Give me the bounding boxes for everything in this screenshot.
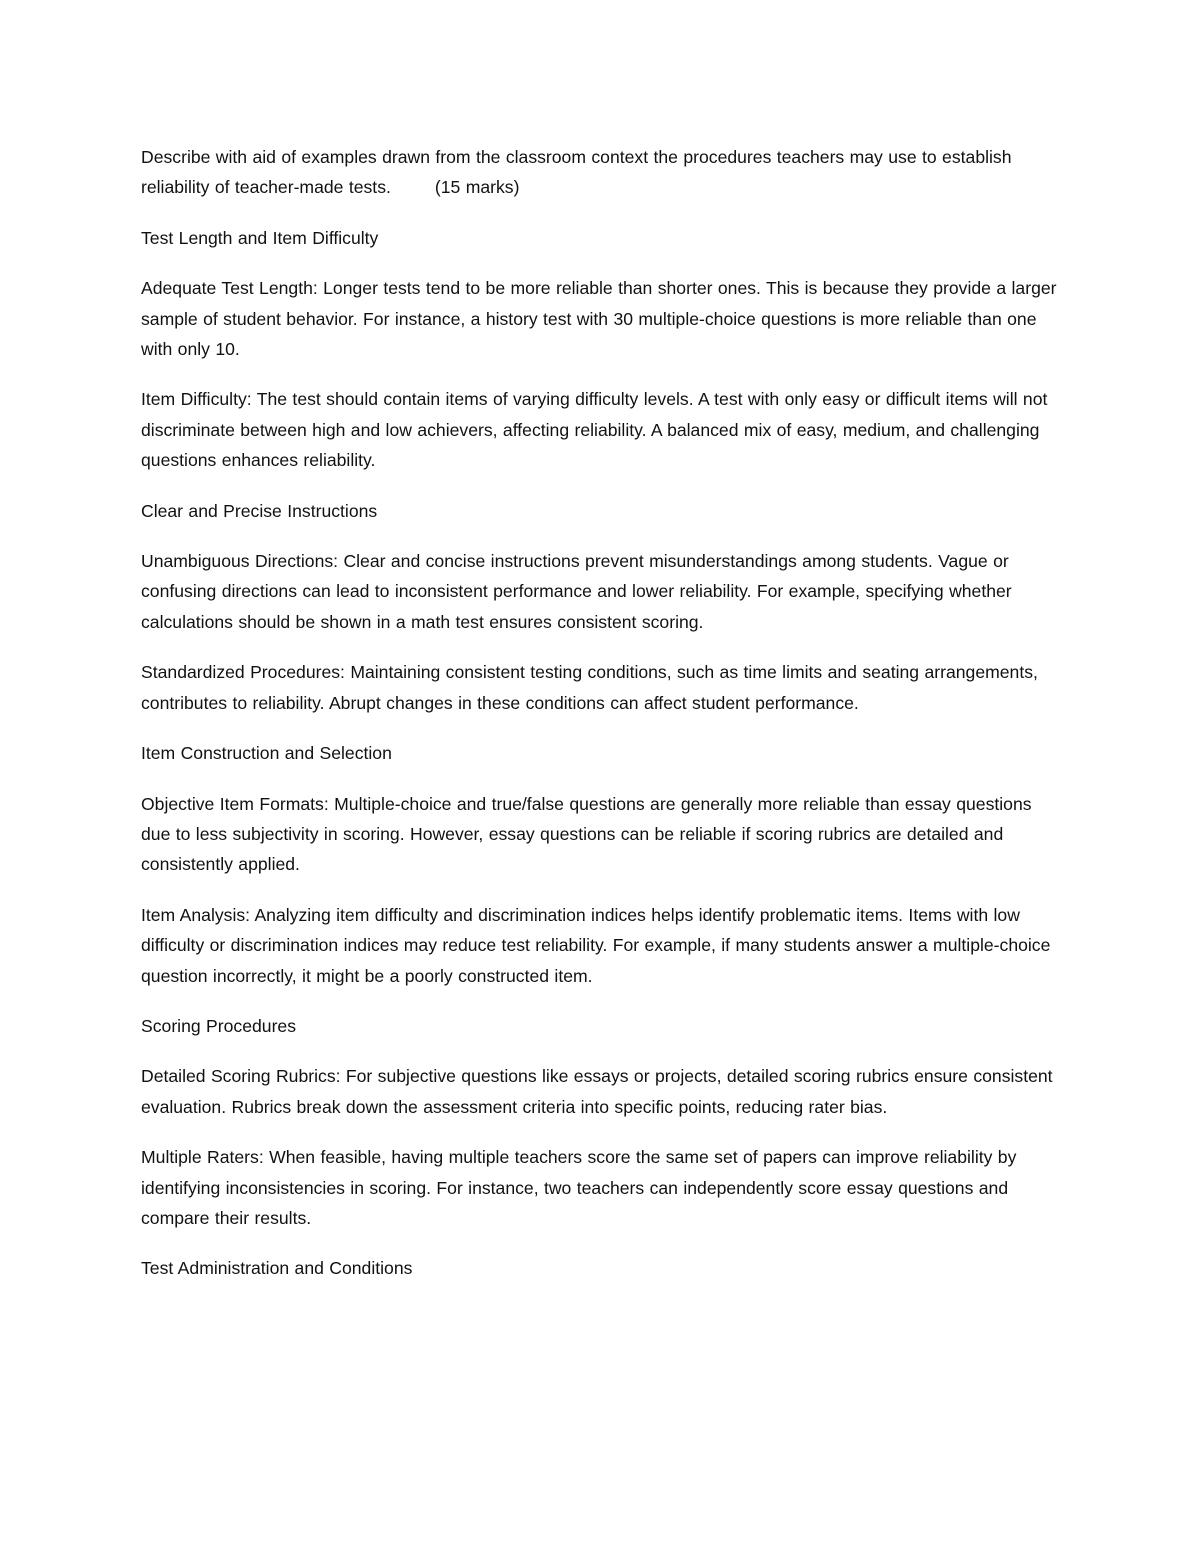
paragraph-objective-item-formats: Objective Item Formats: Multiple-choice and true/false questions are generally more reliable than essay questions due to less subjectivity in scoring. However, essay questions can be reliable if scoring rubrics are detailed and consistently applied. [141, 793, 1032, 875]
paragraph-adequate-test-length: Adequate Test Length: Longer tests tend to be more reliable than shorter ones. This is because they provide a larger sample of student behavior. For instance, a history test with 30 multiple-choice questions is more reliable than one with only 10. [141, 278, 1057, 360]
question-paragraph [141, 142, 1066, 203]
heading-item-construction-selection: Item Construction and Selection [141, 743, 392, 764]
question-text: Describe with aid of examples drawn from the classroom context the procedures teachers may use to establish reliability of teacher-made tests. [141, 147, 1012, 198]
heading-test-length-item-difficulty: Test Length and Item Difficulty [141, 227, 379, 248]
paragraph-item-analysis: Item Analysis: Analyzing item difficulty and discrimination indices helps identify problematic items. Items with low difficulty or discrimination indices may reduce test reliability. For example, if many students answer a multiple-choice question incorrectly, it might be a poorly constructed item. [141, 904, 1051, 986]
paragraph-unambiguous-directions: Unambiguous Directions: Clear and concise instructions prevent misunderstandings among students. Vague or confusing directions can lead to inconsistent performance and lower reliability. For example, specifying whether calculations should be shown in a math test ensures consistent scoring. [141, 551, 1012, 632]
heading-clear-precise-instructions: Clear and Precise Instructions [141, 500, 378, 521]
paragraph-item-difficulty: Item Difficulty: The test should contain items of varying difficulty levels. A test with only easy or difficult items will not discriminate between high and low achievers, affecting reliability. A balanced mix of easy, medium, and challenging questions enhances reliability. [141, 389, 1048, 471]
question-marks: (15 marks) [434, 177, 520, 198]
heading-scoring-procedures: Scoring Procedures [141, 1015, 297, 1036]
heading-test-administration-conditions: Test Administration and Conditions [141, 1258, 413, 1279]
paragraph-detailed-scoring-rubrics: Detailed Scoring Rubrics: For subjective questions like essays or projects, detailed scoring rubrics ensure consistent evaluation. Rubrics break down the assessment criteria into specific points, reducing rater bias. [141, 1066, 1053, 1117]
paragraph-multiple-raters: Multiple Raters: When feasible, having multiple teachers score the same set of papers can improve reliability by identifying inconsistencies in scoring. For instance, two teachers can independently score essay questions and compare their results. [141, 1147, 1017, 1228]
document-body [141, 142, 1066, 1304]
paragraph-standardized-procedures: Standardized Procedures: Maintaining consistent testing conditions, such as time limits and seating arrangements, contributes to reliability. Abrupt changes in these conditions can affect student performance. [141, 662, 1038, 713]
